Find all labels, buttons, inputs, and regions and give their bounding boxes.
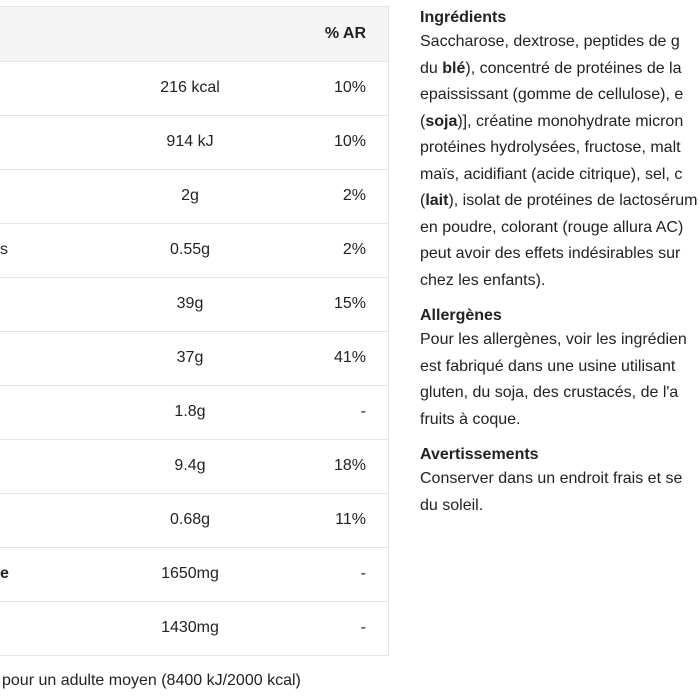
ingredients-line (420, 268, 700, 295)
row-label: s (0, 241, 8, 258)
ingredients-text-part: )], créatine monohydrate micron (457, 112, 684, 130)
row-label: e (0, 565, 9, 582)
header-ar: % AR (324, 25, 366, 42)
warnings-text (420, 466, 700, 519)
allergens-line: Pour les allergènes, voir les ingrédien (420, 331, 687, 348)
ingredients-text-part: maïs, acidifiant (acide citrique), sel, c (420, 165, 683, 183)
table-row (0, 440, 388, 494)
warnings-line: du soleil. (420, 496, 484, 514)
ingredients-line (420, 188, 700, 215)
table-row (0, 278, 388, 332)
ingredients-text-part: ), concentré de protéines de la (465, 59, 682, 77)
row-ar: 15% (333, 295, 366, 312)
table-row (0, 548, 388, 602)
row-ar: 18% (333, 457, 366, 474)
allergens-line: est fabriqué dans une usine utilisant (420, 357, 676, 375)
ingredients-text-part: protéines hydrolysées, fructose, malt (420, 139, 681, 156)
ingredients-line (420, 82, 700, 109)
row-ar: - (360, 565, 366, 582)
ingredients-text-part: ( (420, 112, 426, 130)
allergens-text (420, 327, 700, 433)
row-ar: 10% (333, 79, 366, 96)
row-value: 9.4g (174, 457, 206, 474)
row-ar: 2% (342, 241, 366, 258)
ingredients-text-part: Saccharose, dextrose, peptides de g (420, 33, 680, 50)
row-ar: 2% (342, 187, 366, 204)
ingredients-line (420, 162, 700, 189)
ingredients-text-part: peut avoir des effets indésirables sur (420, 245, 681, 262)
table-row (0, 494, 388, 548)
row-value: 0.68g (169, 511, 211, 528)
row-ar: - (360, 403, 366, 420)
ingredients-line (420, 56, 700, 83)
allergen-highlight: lait (425, 192, 449, 209)
table-row (0, 62, 388, 116)
ingredients-text-part: en poudre, colorant (rouge allura AC) (420, 218, 684, 236)
row-value: 1.8g (174, 403, 206, 420)
allergens-line: fruits à coque. (420, 410, 521, 428)
row-value: 0.55g (169, 241, 211, 258)
nutrition-table (0, 6, 389, 656)
table-row (0, 332, 388, 386)
ingredients-text-part: du (420, 59, 443, 77)
table-row (0, 386, 388, 440)
table-body (0, 62, 388, 655)
table-row (0, 116, 388, 170)
row-ar: 10% (333, 133, 366, 150)
table-row (0, 224, 388, 278)
allergens-line: gluten, du soja, des crustacés, de l'a (420, 384, 679, 401)
row-ar: 41% (333, 349, 366, 366)
row-value: 216 kcal (160, 79, 220, 96)
row-value: 1650mg (161, 565, 219, 582)
row-value: 1430mg (161, 619, 219, 636)
ingredients-line (420, 135, 700, 162)
ingredients-line (420, 241, 700, 268)
ingredients-title: Ingrédients (420, 9, 507, 26)
ingredients-text-part: ( (420, 192, 426, 209)
row-value: 39g (176, 295, 204, 312)
row-value: 914 kJ (166, 133, 214, 150)
footnote: pour un adulte moyen (8400 kJ/2000 kcal) (2, 672, 301, 689)
ingredients-text (420, 29, 700, 294)
ingredients-line (420, 215, 700, 242)
ingredients-line (420, 109, 700, 136)
row-ar: - (360, 619, 366, 636)
table-row (0, 602, 388, 655)
ingredients-text-part: chez les enfants). (420, 271, 546, 289)
table-row (0, 170, 388, 224)
row-value: 2g (181, 187, 199, 204)
row-value: 37g (176, 349, 204, 366)
ingredients-text-part: epaississant (gomme de cellulose), e (420, 86, 684, 103)
allergens-title: Allergènes (420, 307, 502, 324)
ingredients-text-part: ), isolat de protéines de lactosérum (448, 192, 698, 209)
product-info (420, 6, 700, 531)
ingredients-line (420, 29, 700, 56)
row-ar: 11% (335, 511, 366, 528)
allergen-highlight: blé (442, 59, 466, 77)
allergen-highlight: soja (425, 112, 458, 130)
warnings-title: Avertissements (420, 446, 539, 463)
table-header (0, 7, 388, 62)
warnings-line: Conserver dans un endroit frais et se (420, 470, 683, 487)
